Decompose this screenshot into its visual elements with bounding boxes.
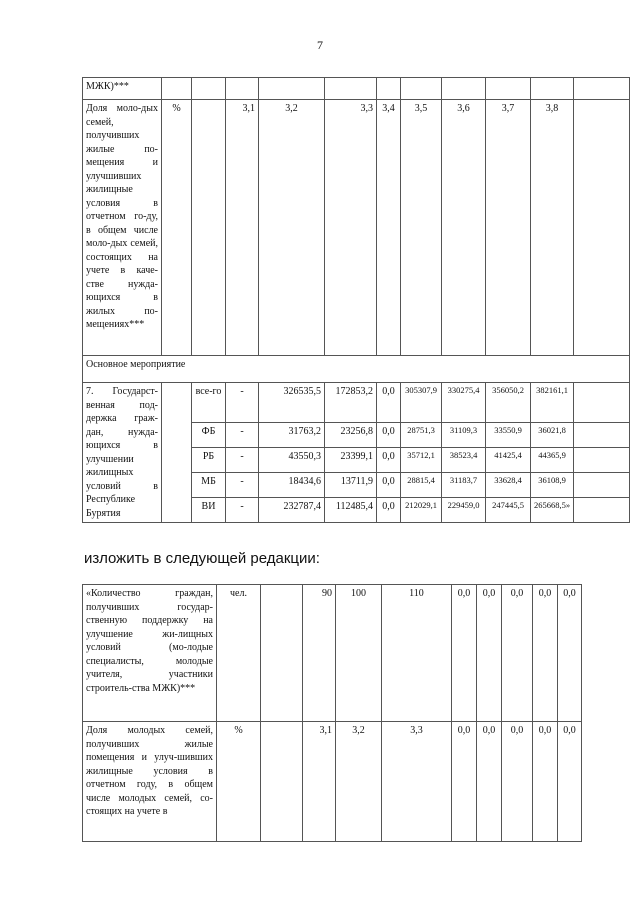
dash-cell: - (226, 448, 259, 473)
unit-cell: чел. (217, 585, 261, 722)
value-cell: 3,1 (303, 722, 336, 842)
value-cell: 330275,4 (442, 383, 486, 423)
row-label: Доля молодых семей, получивших жилые помещения и улуч-шивших жилищные условия в отчетном году, в общем числе молодых семей, со-стоящих на учете в (83, 722, 217, 842)
table-row (83, 100, 630, 356)
value-cell: 229459,0 (442, 498, 486, 523)
value-cell: 3,5 (401, 100, 442, 356)
value-cell: 0,0 (558, 722, 582, 842)
source-cell: ФБ (192, 423, 226, 448)
row-label: МЖК)*** (83, 78, 162, 100)
value-cell: 305307,9 (401, 383, 442, 423)
value-cell: 0,0 (477, 585, 502, 722)
value-cell: 0,0 (377, 448, 401, 473)
section-label: Основное мероприятие (83, 356, 630, 383)
value-cell: 382161,1 (531, 383, 574, 423)
value-cell: 90 (303, 585, 336, 722)
value-cell: 172853,2 (325, 383, 377, 423)
value-cell: 43550,3 (259, 448, 325, 473)
value-cell: 31763,2 (259, 423, 325, 448)
value-cell: 265668,5» (531, 498, 574, 523)
dash-cell: - (226, 423, 259, 448)
table-row (83, 356, 630, 383)
value-cell: 0,0 (558, 585, 582, 722)
value-cell: 100 (336, 585, 382, 722)
value-cell: 3,4 (377, 100, 401, 356)
value-cell: 35712,1 (401, 448, 442, 473)
table-row (83, 585, 582, 722)
value-cell: 356050,2 (486, 383, 531, 423)
value-cell: 247445,5 (486, 498, 531, 523)
value-cell: 0,0 (377, 423, 401, 448)
value-cell: 0,0 (452, 722, 477, 842)
value-cell: 0,0 (502, 722, 533, 842)
table-row (83, 78, 630, 100)
value-cell: 112485,4 (325, 498, 377, 523)
value-cell: 23399,1 (325, 448, 377, 473)
unit-cell: % (217, 722, 261, 842)
indicators-table-new (82, 584, 582, 842)
value-cell: 0,0 (377, 473, 401, 498)
dash-cell: - (226, 383, 259, 423)
value-cell: 3,3 (382, 722, 452, 842)
value-cell: 0,0 (377, 498, 401, 523)
row-label: Доля моло-дых семей, получивших жилые по-мещения и улучшивших жилищные условия в отчетном го-ду, в общем числе моло-дых семей, состоящих на учете в каче-стве нужда-ющихся в жилых по-мещениях*** (83, 100, 162, 356)
indicators-table-old (82, 77, 630, 523)
table-row (83, 383, 630, 423)
value-cell: 0,0 (502, 585, 533, 722)
value-cell: 232787,4 (259, 498, 325, 523)
row-label: «Количество граждан, получивших государ-ственную поддержку на улучшение жи-лищных условий (мо-лодые специалисты, молодые учителя, участники строитель-ства МЖК)*** (83, 585, 217, 722)
value-cell: 3,8 (531, 100, 574, 356)
value-cell: 41425,4 (486, 448, 531, 473)
value-cell: 33550,9 (486, 423, 531, 448)
unit-cell: % (162, 100, 192, 356)
value-cell: 3,1 (226, 100, 259, 356)
value-cell: 33628,4 (486, 473, 531, 498)
value-cell: 36108,9 (531, 473, 574, 498)
value-cell: 3,2 (336, 722, 382, 842)
value-cell: 0,0 (477, 722, 502, 842)
measure-label: 7. Государст-венная под-держка граж-дан, нужда-ющихся в улучшении жилищных условий в Республике Бурятия (83, 383, 162, 523)
value-cell: 44365,9 (531, 448, 574, 473)
value-cell: 3,6 (442, 100, 486, 356)
source-cell: МБ (192, 473, 226, 498)
value-cell: 31183,7 (442, 473, 486, 498)
value-cell: 326535,5 (259, 383, 325, 423)
value-cell: 3,2 (259, 100, 325, 356)
value-cell: 36021,8 (531, 423, 574, 448)
value-cell: 38523,4 (442, 448, 486, 473)
dash-cell: - (226, 498, 259, 523)
value-cell: 3,7 (486, 100, 531, 356)
value-cell: 31109,3 (442, 423, 486, 448)
value-cell: 0,0 (533, 585, 558, 722)
dash-cell: - (226, 473, 259, 498)
value-cell: 212029,1 (401, 498, 442, 523)
page-number: 7 (317, 38, 323, 52)
value-cell: 0,0 (377, 383, 401, 423)
value-cell: 110 (382, 585, 452, 722)
source-cell: все-го (192, 383, 226, 423)
source-cell: РБ (192, 448, 226, 473)
value-cell: 28815,4 (401, 473, 442, 498)
table-row (83, 722, 582, 842)
value-cell: 28751,3 (401, 423, 442, 448)
value-cell: 13711,9 (325, 473, 377, 498)
amendment-subheading: изложить в следующей редакции: (84, 550, 320, 567)
source-cell: ВИ (192, 498, 226, 523)
value-cell: 18434,6 (259, 473, 325, 498)
value-cell: 0,0 (452, 585, 477, 722)
value-cell: 0,0 (533, 722, 558, 842)
value-cell: 3,3 (325, 100, 377, 356)
value-cell: 23256,8 (325, 423, 377, 448)
